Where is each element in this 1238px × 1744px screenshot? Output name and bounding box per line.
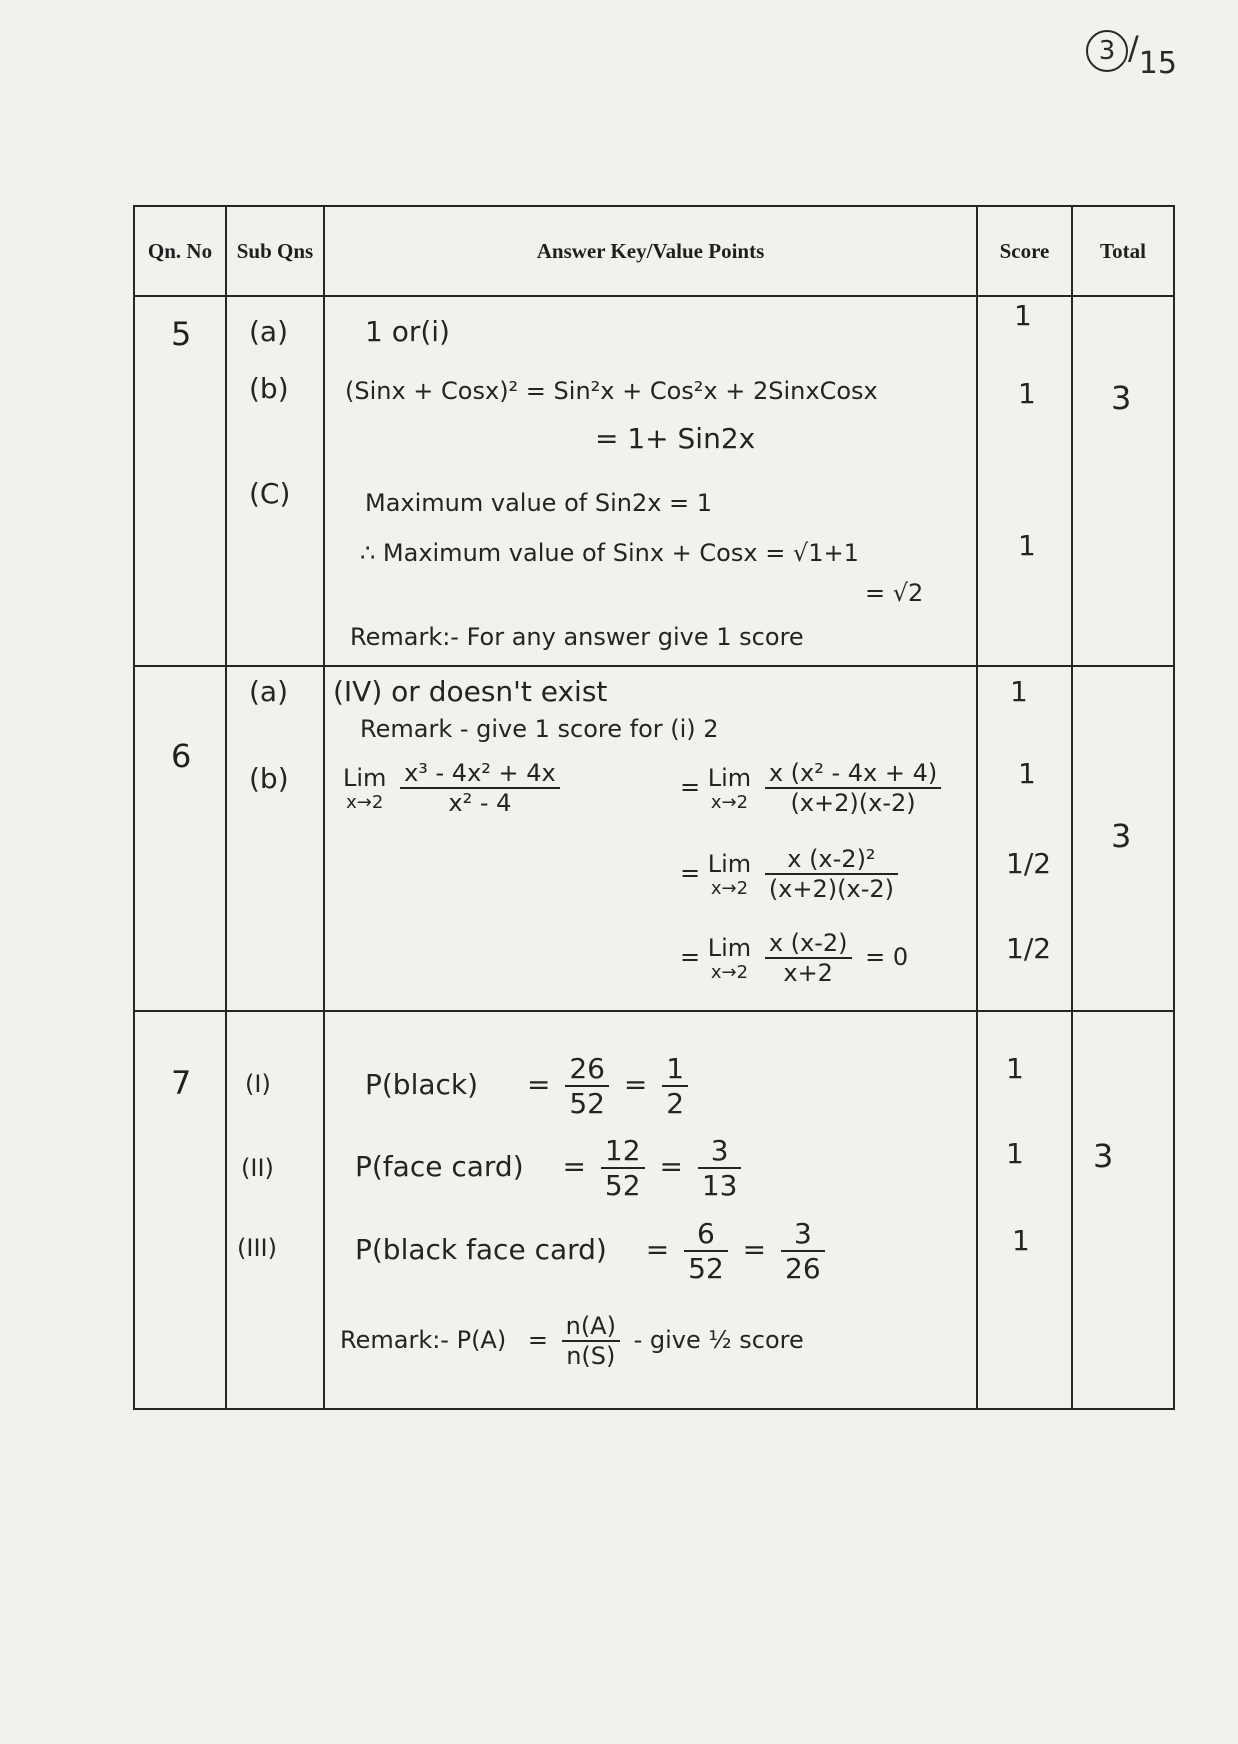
q5-c-score: 1 [1018,529,1036,562]
q7-remark-eq: = [527,1326,548,1354]
table-header-row [134,206,1174,296]
q6-frac-3 [765,845,898,903]
q6-b-label: (b) [249,762,289,795]
q7-iii-eq2: = [742,1233,767,1266]
q6-b-score3: 1/2 [1006,932,1052,965]
q6-lim-sub-2: x→2 [710,791,749,813]
q6-b-score1: 1 [1018,757,1036,790]
header-sub-qns: Sub Qns [226,206,324,296]
q5-b-label: (b) [249,372,289,405]
q7-i-frac1 [565,1052,609,1120]
q5-c-line2: ∴ Maximum value of Sinx + Cosx = √1+1 [360,539,859,567]
q7-iii-den1: 52 [688,1252,724,1285]
header-total: Total [1072,206,1174,296]
q7-iii-text: P(black face card) [355,1233,607,1266]
q7-total-cell [1072,1011,1174,1409]
q6-eq-3: = [680,859,701,887]
q5-b-line1: (Sinx + Cosx)² = Sin²x + Cos²x + 2SinxCosx [345,377,878,405]
q6-lim-2: Lim [707,763,752,792]
q6-total: 3 [1111,817,1132,855]
q7-i-text: P(black) [365,1068,479,1101]
q6-lim-1: Lim [343,763,387,792]
q7-ii-num1: 12 [601,1134,645,1169]
q6-num-1: x³ - 4x² + 4x [400,759,560,789]
page-number [1086,28,1177,81]
q7-ii-den2: 13 [701,1169,738,1202]
q7-i-eq1: = [526,1068,551,1101]
q5-a-score: 1 [1014,299,1032,332]
q7-i-label: (I) [245,1070,271,1098]
q5-a-answer: 1 or(i) [365,315,450,348]
q7-ii-label: (II) [241,1154,274,1182]
q6-frac-1 [400,759,560,817]
q7-iii-frac2 [781,1217,825,1285]
q7-ii-den1: 52 [604,1169,641,1202]
q7-iii-score: 1 [1012,1224,1030,1257]
q6-lim-sub-1: x→2 [346,791,384,813]
table-row-q6 [134,666,1174,1011]
q7-remark-suffix: - give ½ score [633,1326,804,1354]
header-qn-no: Qn. No [134,206,226,296]
header-score: Score [977,206,1072,296]
q7-remark-prefix: Remark:- P(A) [340,1326,507,1354]
q6-b-step3 [680,845,904,903]
q7-ii-score: 1 [1006,1137,1024,1170]
q6-eq-zero: = 0 [865,943,909,971]
q5-total-cell [1072,296,1174,666]
q6-num-4: x (x-2) [765,929,852,959]
q6-lim-3: Lim [707,849,752,878]
q7-remark-num: n(A) [562,1312,620,1342]
q6-den-3: (x+2)(x-2) [768,875,894,903]
q7-i-den2: 2 [666,1087,685,1120]
q7-answer-cell [324,1011,977,1409]
q5-c-line1: Maximum value of Sin2x = 1 [365,489,713,517]
q6-num-3: x (x-2)² [765,845,898,875]
page-total: 15 [1138,46,1177,81]
q7-iii-eq1: = [645,1233,670,1266]
q6-lim-sub-4: x→2 [710,961,749,983]
page-current: 3 [1086,30,1128,72]
page-slash: / [1128,29,1139,67]
q5-c-line3: = √2 [865,579,924,607]
q5-number: 5 [171,315,192,353]
q5-a-label: (a) [249,315,289,348]
q5-c-label: (C) [249,477,291,510]
q6-b-step2 [680,759,947,817]
answer-key-table [133,205,1175,1410]
q7-i-score: 1 [1006,1052,1024,1085]
q7-remark-den: n(S) [566,1342,616,1370]
q6-total-cell [1072,666,1174,1011]
q5-total: 3 [1111,379,1132,417]
q7-i-den1: 52 [569,1087,605,1120]
q7-i-num1: 26 [565,1052,609,1087]
q7-i-frac2 [662,1052,688,1120]
table-row-q5 [134,296,1174,666]
q7-iii-line [355,1217,831,1285]
header-answer: Answer Key/Value Points [324,206,977,296]
q6-number-cell [134,666,226,1011]
q7-ii-frac1 [601,1134,645,1202]
q5-score-cell [977,296,1072,666]
q7-iii-num1: 6 [684,1217,728,1252]
q7-iii-label: (III) [237,1234,277,1262]
q5-remark: Remark:- For any answer give 1 score [350,623,804,651]
q5-b-line2: = 1+ Sin2x [595,422,756,455]
q7-iii-num2: 3 [781,1217,825,1252]
q5-b-score: 1 [1018,377,1036,410]
q7-number: 7 [171,1064,192,1102]
q6-a-remark: Remark - give 1 score for (i) 2 [360,715,719,743]
q6-den-2: (x+2)(x-2) [790,789,916,817]
q6-eq-4: = [680,943,701,971]
q7-iii-den2: 26 [785,1252,821,1285]
q5-number-cell [134,296,226,666]
q7-score-cell [977,1011,1072,1409]
q6-b-step1 [343,759,566,817]
q7-total: 3 [1093,1137,1114,1175]
q6-a-score: 1 [1010,675,1028,708]
q6-answer-cell [324,666,977,1011]
q7-i-eq2: = [623,1068,648,1101]
q6-lim-4: Lim [707,933,752,962]
q7-ii-eq2: = [659,1150,683,1183]
q7-number-cell [134,1011,226,1409]
q6-b-score2: 1/2 [1006,847,1052,880]
q7-remark [340,1312,804,1370]
q6-a-label: (a) [249,675,289,708]
q6-frac-4 [765,929,852,987]
q6-den-1: x² - 4 [448,789,512,817]
q7-remark-frac [562,1312,620,1370]
q6-score-cell [977,666,1072,1011]
q5-answer-cell [324,296,977,666]
q7-iii-frac1 [684,1217,728,1285]
q6-den-4: x+2 [783,959,833,987]
q6-a-answer: (IV) or doesn't exist [333,675,608,708]
q7-i-num2: 1 [662,1052,688,1087]
q7-ii-eq1: = [562,1150,586,1183]
q7-sub-cell [226,1011,324,1409]
q7-ii-frac2 [698,1134,742,1202]
table-row-q7 [134,1011,1174,1409]
q6-eq-2: = [680,773,701,801]
q5-sub-cell [226,296,324,666]
q7-ii-line [355,1134,747,1202]
q7-i-line [365,1052,694,1120]
q6-sub-cell [226,666,324,1011]
q7-ii-text: P(face card) [355,1150,524,1183]
q6-b-step4 [680,929,908,987]
q6-number: 6 [171,737,192,775]
q6-num-2: x (x² - 4x + 4) [765,759,941,789]
q7-ii-num2: 3 [698,1134,742,1169]
q6-lim-sub-3: x→2 [710,877,749,899]
q6-frac-2 [765,759,941,817]
